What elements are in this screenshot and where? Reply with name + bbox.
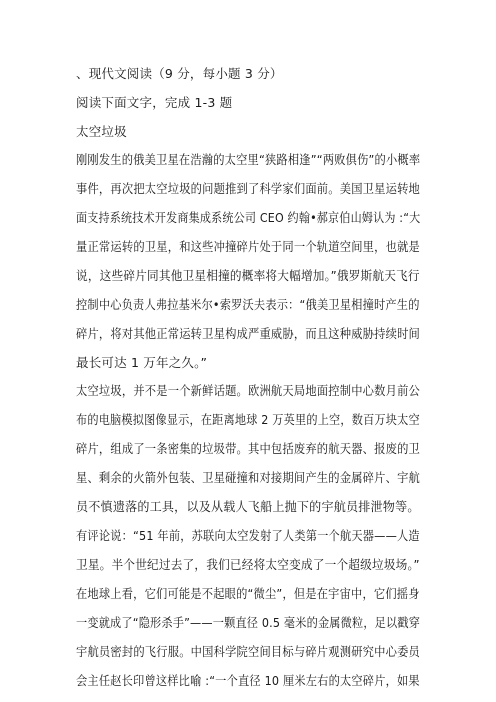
article-title: 太空垃圾 (76, 124, 127, 139)
paragraph-line: 刚刚发生的俄美卫星在浩瀚的太空里“狭路相逢”“两败俱伤”的小概率 (76, 152, 421, 167)
paragraph-line: 面支持系统技术开发商集成系统公司 CEO 约翰•郝京伯山姆认为 :“大 (76, 210, 421, 225)
paragraph-line: 碎片，组成了一条密集的垃圾带。其中包括废弃的航天器、报废的卫 (76, 441, 421, 456)
paragraph-line: 卫星。半个世纪过去了，我们已经将太空变成了一个超级垃圾场。” (76, 557, 420, 572)
paragraph-line: 布的电脑模拟图像显示，在距离地球 2 万英里的上空，数百万块太空 (76, 412, 420, 427)
section-heading: 、现代文阅读（9 分，每小题 3 分） (76, 66, 283, 81)
paragraph-line: 在地球上看，它们可能是不起眼的“微尘”，但是在宇宙中，它们摇身 (76, 586, 420, 601)
paragraph-line: 星、剩余的火箭外包装、卫星碰撞和对接期间产生的金属碎片、宇航 (76, 470, 421, 485)
paragraph-line: 最长可达 1 万年之久。” (76, 355, 208, 370)
paragraph-line: 说，这些碎片同其他卫星相撞的概率将大幅增加。”俄罗斯航天飞行 (76, 268, 420, 283)
paragraph-line: 一变就成了“隐形杀手”——一颗直径 0.5 毫米的金属微粒，足以戳穿 (76, 615, 421, 630)
paragraph-line: 有评论说：“51 年前，苏联向太空发射了人类第一个航天器——人造 (76, 528, 420, 543)
paragraph-line: 控制中心负责人弗拉基米尔•索罗沃夫表示：“俄美卫星相撞时产生的 (76, 297, 420, 312)
paragraph-line: 太空垃圾，并不是一个新鲜话题。欧洲航天局地面控制中心数月前公 (76, 383, 421, 398)
paragraph-line: 量正常运转的卫星，和这些冲撞碎片处于同一个轨道空间里，也就是 (76, 239, 421, 254)
paragraph-line: 会主任赵长印曾这样比喻 :“一个直径 10 厘米左右的太空碎片，如果 (76, 673, 420, 688)
paragraph-line: 事件，再次把太空垃圾的问题推到了科学家们面前。美国卫星运转地 (76, 181, 421, 196)
instruction-text: 阅读下面文字，完成 1-3 题 (76, 95, 233, 110)
paragraph-line: 宇航员密封的飞行服。中国科学院空间目标与碎片观测研究中心委员 (76, 644, 421, 659)
paragraph-line: 员不慎遗落的工具，以及从载人飞船上抛下的宇航员排泄物等。 (76, 499, 420, 514)
paragraph-line: 碎片，将对其他正常运转卫星构成严重威胁，而且这种威胁持续时间 (76, 326, 421, 341)
